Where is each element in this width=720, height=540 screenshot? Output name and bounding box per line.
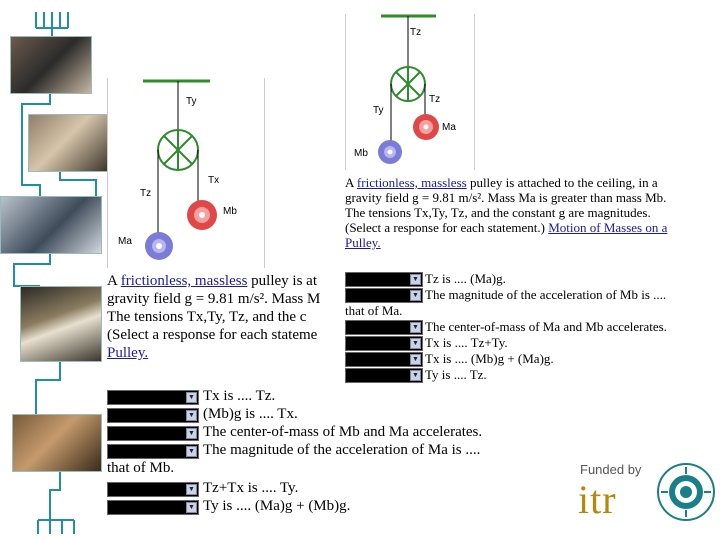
statement: that of Mb. <box>107 460 175 476</box>
label-ma: Ma <box>118 236 132 247</box>
response-select-8[interactable] <box>107 408 199 423</box>
response-select-5[interactable] <box>345 352 423 367</box>
response-select-11[interactable] <box>107 482 199 497</box>
response-select-12[interactable] <box>107 500 199 515</box>
response-select-2[interactable] <box>345 288 423 303</box>
statement: Tx is .... Tz. <box>203 388 276 404</box>
pulley-link[interactable]: Pulley. <box>107 345 149 361</box>
funding-logo <box>576 460 716 530</box>
motion-of-masses-link[interactable]: Motion of Masses on a <box>548 220 668 235</box>
pulley-diagram-left <box>107 78 265 268</box>
chevron-down-icon: ▼ <box>186 410 197 421</box>
statement: The magnitude of the acceleration of Mb is .... <box>425 287 667 302</box>
response-select-3[interactable] <box>345 320 423 335</box>
label-ty: Ty <box>186 96 197 107</box>
chevron-down-icon: ▼ <box>186 392 197 403</box>
response-select-9[interactable] <box>107 426 199 441</box>
statement: The magnitude of the acceleration of Ma is .... <box>203 442 481 458</box>
label-mb: Mb <box>354 148 368 159</box>
statement: Ty is .... Tz. <box>425 367 487 382</box>
statement: (Mb)g is .... Tx. <box>203 406 298 422</box>
chevron-down-icon: ▼ <box>410 322 421 333</box>
student-laptop-photo <box>10 36 92 94</box>
chevron-down-icon: ▼ <box>186 446 197 457</box>
library-students-photo <box>20 286 102 362</box>
response-select-10[interactable] <box>107 444 199 459</box>
response-select-4[interactable] <box>345 336 423 351</box>
chevron-down-icon: ▼ <box>186 484 197 495</box>
label-ty: Ty <box>373 105 384 116</box>
student-reading-photo <box>12 414 102 472</box>
frictionless-massless-link[interactable]: frictionless, massless <box>120 273 248 289</box>
label-tz-top: Tz <box>410 27 422 38</box>
chevron-down-icon: ▼ <box>410 290 421 301</box>
statement: The center-of-mass of Mb and Ma accelerates. <box>203 424 483 440</box>
statement: Ty is .... (Ma)g + (Mb)g. <box>203 498 351 514</box>
pulley-link[interactable]: Pulley. <box>345 235 381 250</box>
response-select-6[interactable] <box>345 368 423 383</box>
nsf-seal-icon <box>656 462 716 522</box>
problem-text-left: A frictionless, massless pulley is at gravity field g = 9.81 m/s². Mass M The tensions Tx,Ty, Tz, and the c (Select a response for each stateme Pulley. <box>107 273 321 361</box>
label-tz-right: Tz <box>429 94 441 105</box>
pulley-diagram-right <box>345 14 475 170</box>
response-select-1[interactable] <box>345 272 423 287</box>
chevron-down-icon: ▼ <box>410 274 421 285</box>
itr-logo-text: itr <box>578 477 617 522</box>
lecturer-classroom-photo <box>0 196 102 254</box>
chevron-down-icon: ▼ <box>410 354 421 365</box>
chevron-down-icon: ▼ <box>186 428 197 439</box>
statement: Tx is .... Tz+Ty. <box>425 335 508 350</box>
response-select-7[interactable] <box>107 390 199 405</box>
statement: that of Ma. <box>345 303 403 318</box>
label-tx: Tx <box>208 175 220 186</box>
label-ma: Ma <box>442 122 456 133</box>
statement: Tx is .... (Mb)g + (Ma)g. <box>425 351 554 366</box>
statement: Tz is .... (Ma)g. <box>425 271 506 286</box>
statement: The center-of-mass of Ma and Mb accelerates. <box>425 319 667 334</box>
chevron-down-icon: ▼ <box>410 370 421 381</box>
chevron-down-icon: ▼ <box>410 338 421 349</box>
label-tz: Tz <box>140 188 152 199</box>
problem-text-right: A frictionless, massless pulley is attached to the ceiling, in a gravity field g = 9.81 m/s². Mass Ma is greater than mass Mb. The tensions Tx,Ty, Tz, and the constant g are magnitudes. (Select a response for each statement.) Motion of Masses on a Pulley. <box>345 175 668 250</box>
statement: Tz+Tx is .... Ty. <box>203 480 299 496</box>
chevron-down-icon: ▼ <box>186 502 197 513</box>
student-library-photo <box>28 114 110 172</box>
frictionless-massless-link[interactable]: frictionless, massless <box>356 175 467 190</box>
funded-by-label: Funded by <box>580 462 642 477</box>
label-mb: Mb <box>223 206 237 217</box>
